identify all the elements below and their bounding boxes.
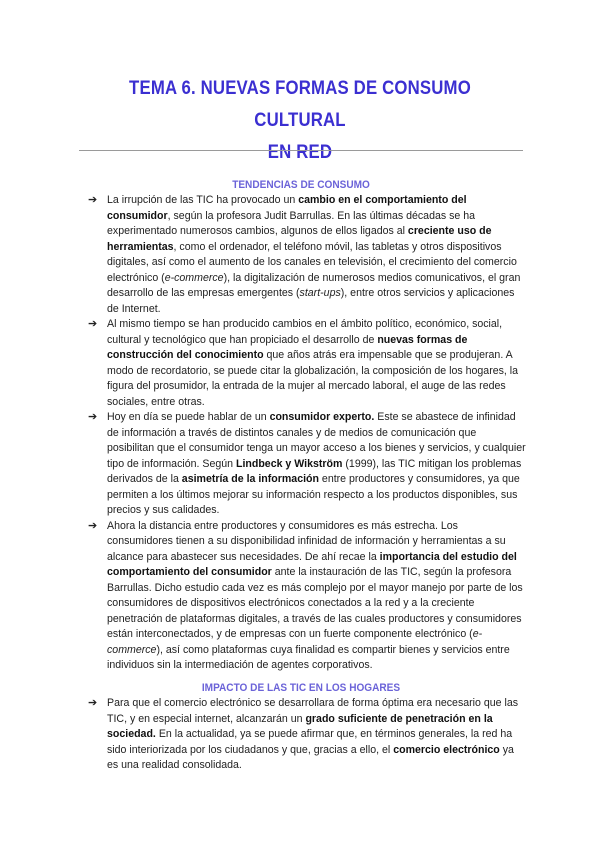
arrow-bullet-icon: ➔	[88, 697, 98, 709]
bold-text: importancia del estudio del comportamiento del consumidor	[107, 550, 517, 578]
text-run: Este se abastece de infinidad de información a través de distintos canales y de medios de comunicación que posibilitan que el consumidor tenga un mayor acceso a los bienes y servicios, y cualquier tipo de información. Según	[107, 411, 526, 470]
text-run: En la actualidad, ya se puede afirmar que, en términos generales, la red ha sido interiorizada por los ciudadanos y que, gracias a ello, el	[107, 728, 513, 756]
section-list-tendencias	[90, 193, 526, 674]
bold-text: asimetría de la información	[181, 473, 319, 485]
list-item	[90, 519, 526, 674]
text-run: entre productores y consumidores, ya que permiten a los últimos mejorar su información respecto a los productos disponibles, sus precios y sus calidades.	[107, 473, 520, 516]
text-run: (1999), las TIC mitigan los problemas derivados de la	[107, 457, 522, 485]
list-item	[90, 410, 526, 519]
bold-text: comercio electrónico	[393, 743, 500, 756]
section-heading-tendencias: TENDENCIAS DE CONSUMO	[232, 179, 370, 191]
title-divider	[79, 150, 523, 151]
text-run: Hoy en día se puede hablar de un	[107, 411, 270, 423]
bold-text: cambio en el comportamiento del consumidor	[107, 194, 467, 222]
text-run: ya es una realidad consolidada.	[107, 743, 514, 771]
bold-text: consumidor experto.	[269, 411, 375, 423]
arrow-bullet-icon: ➔	[88, 411, 98, 423]
text-run: ), la digitalización de numerosos medios comunicativos, el gran desarrollo de las empresas emergentes (	[107, 271, 521, 299]
text-run: ), así como plataformas cuya finalidad es compartir bienes y servicios entre individuos sin la intermediación de agentes corporativos.	[107, 643, 510, 671]
text-run: Al mismo tiempo se han producido cambios en el ámbito político, económico, social, cultural y tecnológico que han propiciado el desarrollo de	[107, 318, 503, 346]
text-run: , según la profesora Judit Barrullas. En las últimas décadas se ha experimentado numerosos cambios, algunos de ellos ligados al	[107, 209, 476, 237]
title-line-1: TEMA 6. NUEVAS FORMAS DE CONSUMO CULTURAL	[129, 77, 471, 131]
italic-text: e-commerce	[164, 271, 224, 284]
text-run: La irrupción de las TIC ha provocado un	[107, 194, 299, 206]
text-run: , como el ordenador, el teléfono móvil, las tabletas y otros dispositivos digitales, así como el aumento de los canales en televisión, el crecimiento del comercio electrónico (	[107, 240, 517, 284]
list-item	[90, 193, 526, 317]
list-item	[90, 317, 526, 410]
arrow-bullet-icon: ➔	[88, 318, 98, 330]
section-list-impacto	[90, 696, 526, 774]
italic-text: start-ups	[299, 287, 341, 299]
bold-text: Lindbeck y Wikström	[235, 457, 343, 470]
bold-text: creciente uso de herramientas	[107, 225, 492, 253]
bold-text: grado suficiente de penetración en la sociedad.	[107, 712, 493, 740]
text-run: ante la instauración de las TIC, según la profesora Barrullas. Dicho estudio cada vez es más complejo por el mayor manejo por parte de los consumidores de dispositivos electrónicos conectados a la red y a la creciente penetración de plataformas digitales, a través de las cuales productores y consumidores están interconectados, y de empresas con un fuerte componente electrónico (	[107, 566, 523, 640]
document-title	[94, 72, 507, 168]
italic-text: e-commerce	[107, 628, 483, 656]
text-run: Para que el comercio electrónico se desarrollara de forma óptima era necesario que las TIC, y en especial internet, alcanzarán un	[107, 697, 519, 725]
text-run: ), entre otros servicios y aplicaciones de Internet.	[107, 287, 515, 315]
text-run: que años atrás era impensable que se produjeran. A modo de recordatorio, se puede citar la globalización, la composición de los hogares, la figura del prosumidor, la entrada de la mujer al mercado laboral, el auge de las redes sociales, entre otras.	[107, 349, 519, 408]
text-run: Ahora la distancia entre productores y consumidores es más estrecha. Los consumidores tienen a su disponibilidad infinidad de información y herramientas a su alcance para abastecer sus necesidades. De ahí recae la	[107, 519, 506, 563]
title-line-2: EN RED	[267, 141, 333, 163]
arrow-bullet-icon: ➔	[88, 194, 98, 206]
section-heading-impacto: IMPACTO DE LAS TIC EN LOS HOGARES	[201, 682, 401, 694]
bold-text: nuevas formas de construcción del conocimiento	[107, 333, 468, 361]
list-item	[90, 696, 526, 774]
arrow-bullet-icon: ➔	[88, 519, 98, 532]
